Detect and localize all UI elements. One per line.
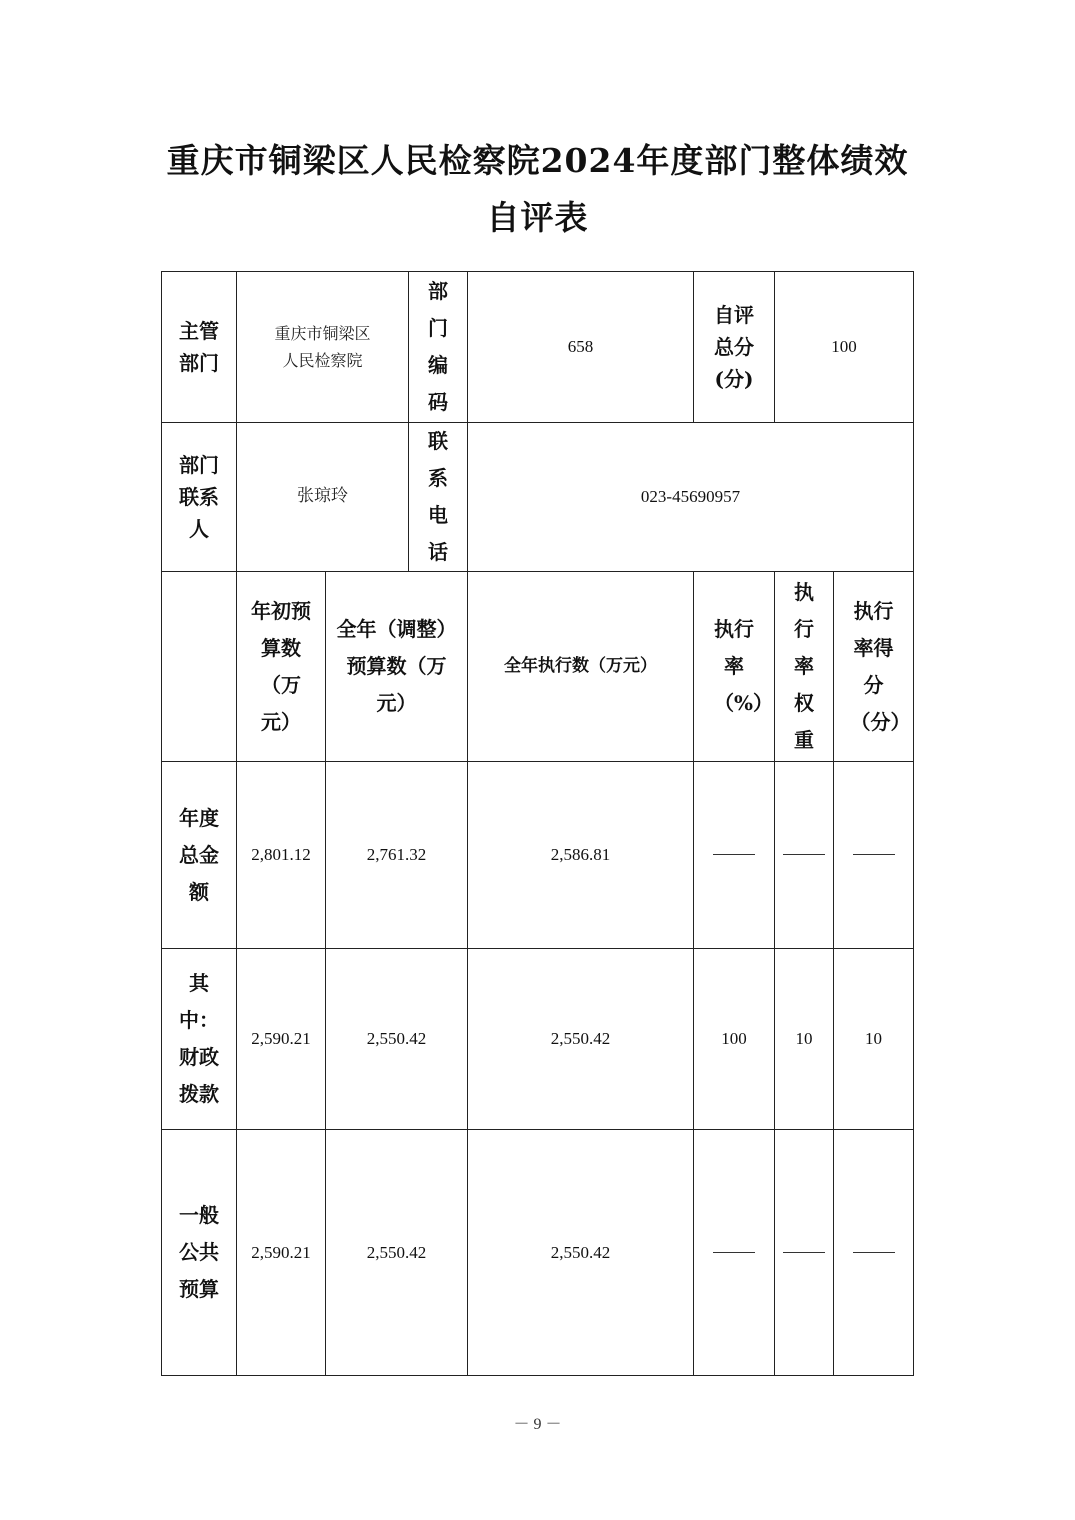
header-weight: 执行率权重	[794, 580, 815, 752]
initial-budget-value: 2,801.12	[237, 762, 326, 949]
table-row-contact	[162, 423, 914, 572]
weight-value: 10	[775, 949, 834, 1130]
adjusted-budget-value: 2,761.32	[326, 762, 468, 949]
row-label-cell	[162, 949, 237, 1130]
header-initial-budget-cell	[237, 572, 326, 762]
row-label-cell	[162, 1130, 237, 1376]
weight-value	[775, 1130, 834, 1376]
executed-value: 2,586.81	[468, 762, 694, 949]
score-value: 100	[775, 272, 914, 423]
code-label: 部门编码	[428, 279, 449, 414]
dept-label: 主管部门	[179, 319, 219, 375]
phone-label: 联系电话	[428, 429, 449, 564]
rate-dash	[713, 1252, 755, 1253]
rate-value: 100	[694, 949, 775, 1130]
header-rate: 执行率（%）	[714, 617, 774, 715]
page-number: － 9 －	[513, 1416, 562, 1433]
header-adjusted-budget-cell	[326, 572, 468, 762]
row-label: 年度总金额	[179, 805, 219, 904]
table-row-dept	[162, 272, 914, 423]
table-row	[162, 949, 914, 1130]
rate-value	[694, 762, 775, 949]
code-label-cell	[409, 272, 468, 423]
table-header-row	[162, 572, 914, 762]
adjusted-budget-value: 2,550.42	[326, 1130, 468, 1376]
header-initial-budget: 年初预算数（万元）	[251, 598, 311, 734]
header-executed: 全年执行数（万元）	[468, 572, 694, 762]
score-value-cell	[834, 1130, 914, 1376]
performance-evaluation-table	[161, 271, 914, 1376]
score-value-cell	[834, 762, 914, 949]
row-label: 一般公共预算	[179, 1203, 219, 1301]
header-score-cell	[834, 572, 914, 762]
score-value-cell: 10	[834, 949, 914, 1130]
score-dash	[853, 1252, 895, 1253]
weight-dash	[783, 1252, 825, 1253]
header-adjusted-budget: 全年（调整）预算数（万元）	[336, 617, 457, 715]
dept-value: 重庆市铜梁区人民检察院	[274, 323, 371, 370]
initial-budget-value: 2,590.21	[237, 1130, 326, 1376]
header-weight-cell	[775, 572, 834, 762]
table-row	[162, 762, 914, 949]
phone-label-cell	[409, 423, 468, 572]
rate-value	[694, 1130, 775, 1376]
header-blank	[162, 572, 237, 762]
header-rate-cell	[694, 572, 775, 762]
phone-value: 023-45690957	[468, 423, 914, 572]
dept-value-cell	[237, 272, 409, 423]
contact-value: 张琼玲	[237, 423, 409, 572]
initial-budget-value: 2,590.21	[237, 949, 326, 1130]
score-dash	[853, 854, 895, 855]
executed-value: 2,550.42	[468, 1130, 694, 1376]
table-row	[162, 1130, 914, 1376]
document-title: 重庆市铜梁区人民检察院2024年度部门整体绩效	[166, 141, 909, 180]
score-label: 自评总分(分)	[714, 303, 755, 391]
weight-dash	[783, 854, 825, 855]
row-label-cell	[162, 762, 237, 949]
code-value: 658	[468, 272, 694, 423]
score-label-cell	[694, 272, 775, 423]
executed-value: 2,550.42	[468, 949, 694, 1130]
contact-label-cell	[162, 423, 237, 572]
adjusted-budget-value: 2,550.42	[326, 949, 468, 1130]
rate-dash	[713, 854, 755, 855]
document-title-continued: 自评表	[486, 198, 589, 237]
header-score: 执行率得分（分）	[850, 598, 911, 734]
row-label: 其中：财政拨款	[179, 971, 219, 1106]
weight-value	[775, 762, 834, 949]
contact-label: 部门联系人	[179, 453, 219, 541]
dept-label-cell	[162, 272, 237, 423]
